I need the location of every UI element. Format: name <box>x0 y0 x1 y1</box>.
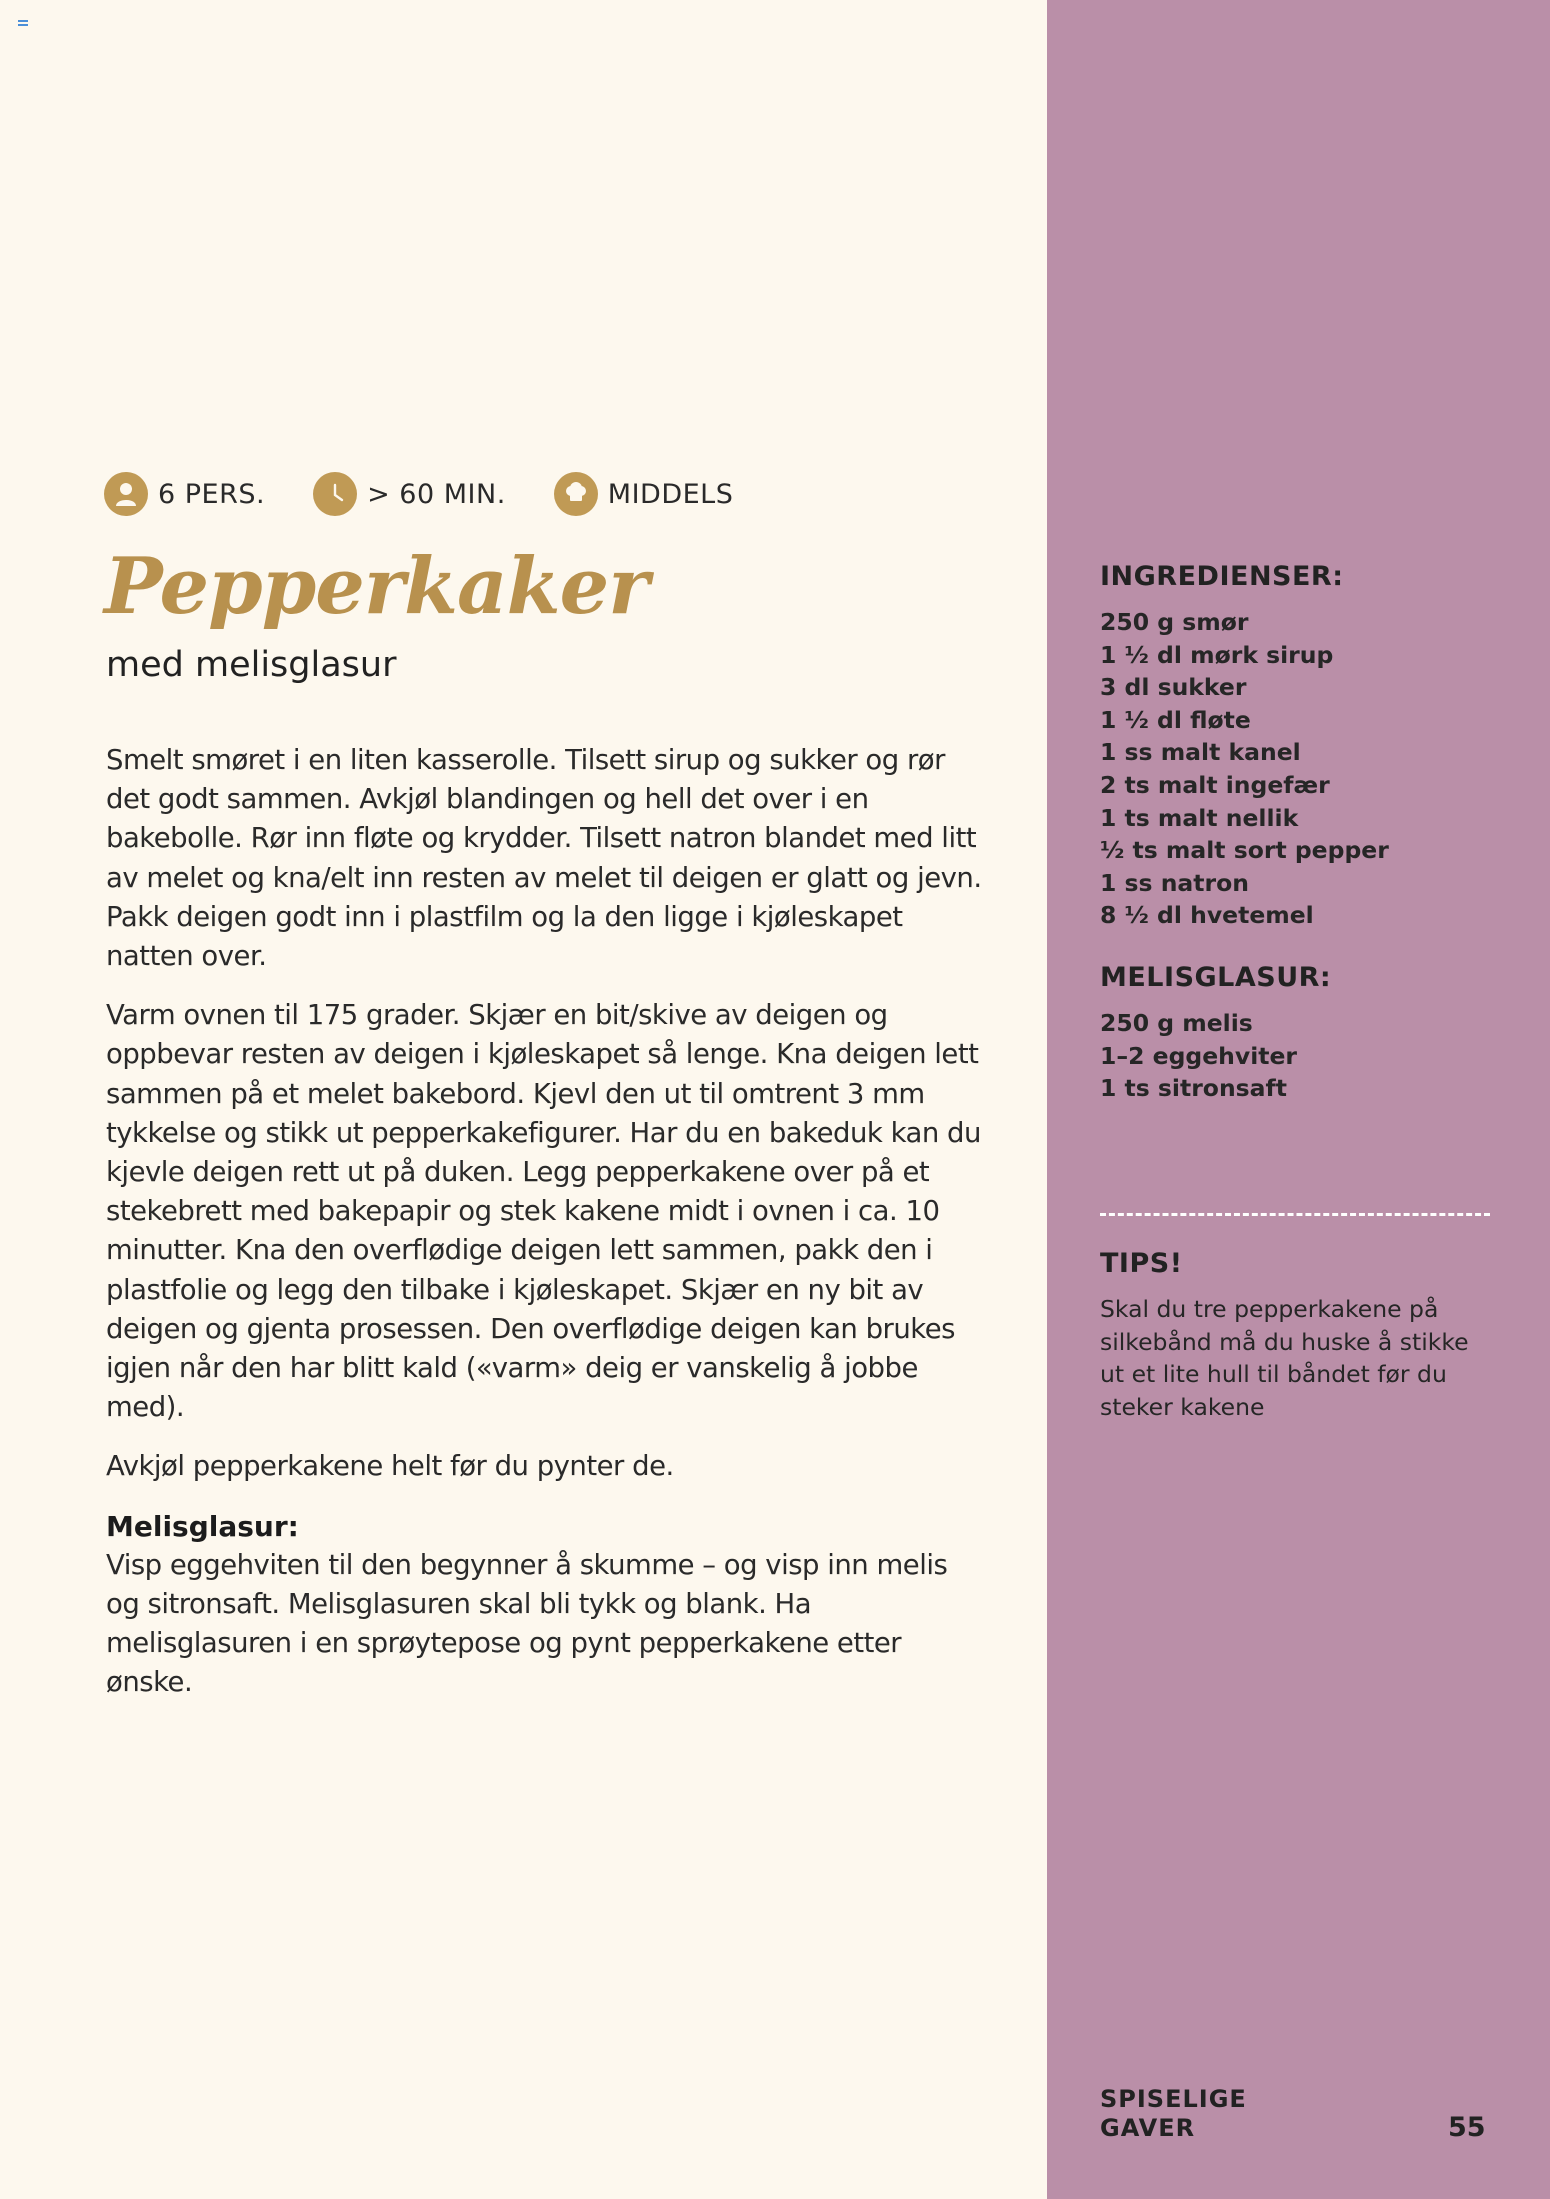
section-label-line: SPISELIGE <box>1100 2085 1247 2113</box>
ingredient-item: 1 ss natron <box>1100 868 1249 897</box>
ingredient-item: 250 g smør <box>1100 608 1249 636</box>
ingredients-list <box>1100 606 1500 932</box>
glaze-ingredient-item: 1 ts sitronsaft <box>1100 1074 1287 1103</box>
glaze-heading: Melisglasur: <box>106 1509 299 1543</box>
ingredients-heading: INGREDIENSER: <box>1100 561 1344 592</box>
instruction-paragraph: Smelt smøret i en liten kasserolle. Tilsett sirup og sukker og rør det godt sammen. Avkjøl blandingen og hell det over i en bakebolle. Rør inn fløte og krydder. Tilsett natron blandet med litt av melet og kna/elt inn resten av melet til deigen er glatt og jevn. Pakk deigen godt inn i plastfilm og la den ligge i kjøleskapet natten over. <box>106 744 982 973</box>
servings-text: 6 PERS. <box>158 478 266 510</box>
time-text: > 60 MIN. <box>367 478 506 510</box>
recipe-title: Pepperkaker <box>104 541 649 632</box>
ingredient-item: 1 ts malt nellik <box>1100 803 1299 832</box>
recipe-meta-bar <box>104 470 781 518</box>
ingredient-item: 8 ½ dl hvetemel <box>1100 901 1314 930</box>
glaze-ingredients-block <box>1100 964 1500 1105</box>
glaze-ingredient-item: 1–2 eggehviter <box>1100 1041 1298 1070</box>
tips-block <box>1100 1250 1480 1423</box>
ingredient-item: 1 ½ dl fløte <box>1100 705 1251 734</box>
difficulty-info <box>554 472 734 516</box>
instruction-paragraph: Varm ovnen til 175 grader. Skjær en bit/skive av deigen og oppbevar resten av deigen i kjøleskapet så lenge. Kna deigen lett sammen på et melet bakebord. Kjevl den ut til omtrent 3 mm tykkelse og stikk ut pepperkakefigurer. Har du en bakeduk kan du kjevle deigen rett ut på duken. Legg pepperkakene over på et stekebrett med bakepapir og stek kakene midt i ovnen i ca. 10 minutter. Kna den overflødige deigen lett sammen, pakk den i plastfolie og legg den tilbake i kjøleskapet. Skjær en ny bit av deigen og gjenta prosessen. Den overflødige deigen kan brukes igjen når den har blitt kald («varm» deig er vanskelig å jobbe med). <box>106 999 981 1424</box>
section-label <box>1100 2085 1247 2143</box>
recipe-subtitle: med melisglasur <box>106 645 397 685</box>
glaze-ingredient-item: 250 g melis <box>1100 1009 1253 1037</box>
page-number: 55 <box>1448 2112 1486 2143</box>
ingredient-item: 1 ½ dl mørk sirup <box>1100 640 1334 669</box>
difficulty-text: MIDDELS <box>607 478 734 510</box>
section-label-line: GAVER <box>1100 2114 1196 2142</box>
glaze-ingredients-heading: MELISGLASUR: <box>1100 962 1332 993</box>
tips-heading: TIPS! <box>1100 1248 1183 1279</box>
chef-hat-icon <box>554 472 598 516</box>
ingredients-block <box>1100 563 1500 932</box>
section-divider <box>1100 1213 1490 1216</box>
glaze-instructions: Visp eggehviten til den begynner å skumme – og visp inn melis og sitronsaft. Melisglasuren skal bli tykk og blank. Ha melisglasuren i en sprøytepose og pynt pepperkakene etter ønske. <box>106 1548 948 1699</box>
person-icon <box>104 472 148 516</box>
ingredient-item: 1 ss malt kanel <box>1100 738 1301 767</box>
instruction-paragraph: Avkjøl pepperkakene helt før du pynter de. <box>106 1450 674 1483</box>
tips-text: Skal du tre pepperkakene på silkebånd må du huske å stikke ut et lite hull til båndet før du steker kakene <box>1100 1295 1469 1421</box>
clock-icon <box>313 472 357 516</box>
instructions <box>106 741 986 1722</box>
ingredient-item: 2 ts malt ingefær <box>1100 770 1330 799</box>
glaze-ingredients-list <box>1100 1007 1500 1105</box>
ingredient-item: ½ ts malt sort pepper <box>1100 836 1389 865</box>
ingredient-item: 3 dl sukker <box>1100 673 1247 702</box>
time-info <box>313 472 506 516</box>
corner-mark <box>18 20 28 26</box>
servings-info <box>104 472 265 516</box>
